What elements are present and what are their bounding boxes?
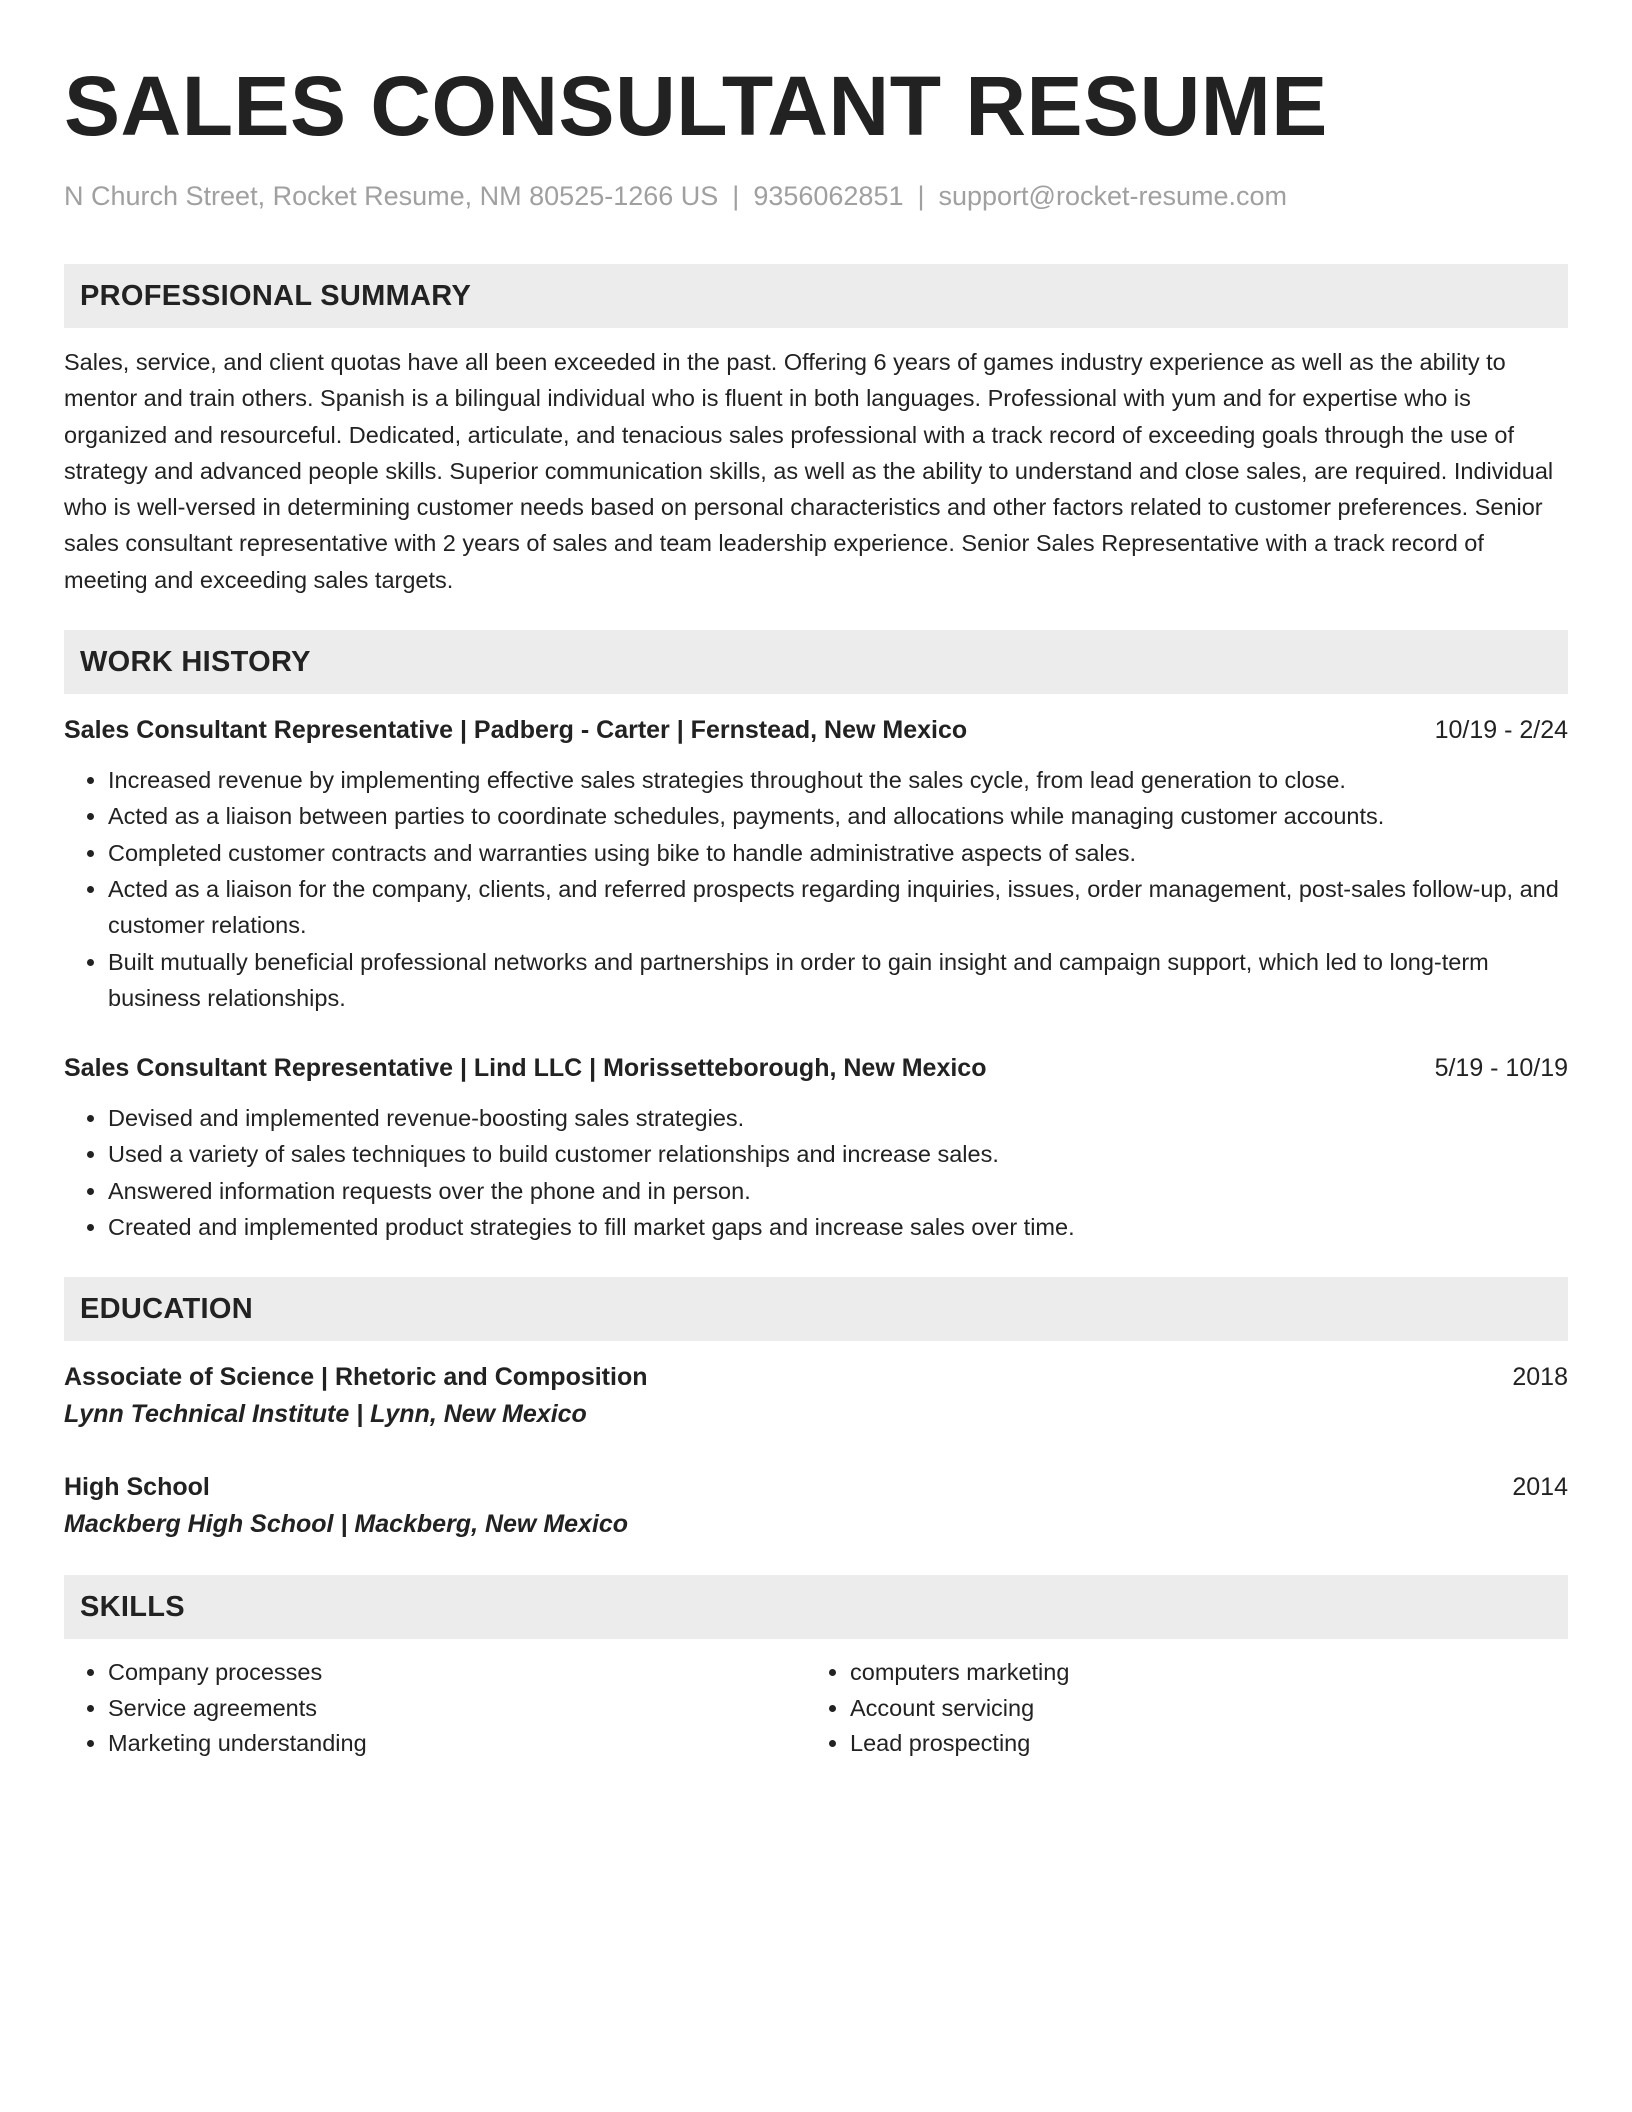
education-year: 2014 <box>1512 1473 1568 1502</box>
job-bullets <box>64 762 1568 1016</box>
job-bullet: • Acted as a liaison between parties to coordinate schedules, payments, and allocations while managing customer accounts. <box>108 798 1568 834</box>
job-bullets <box>64 1100 1568 1245</box>
job-bullet: • Devised and implemented revenue-boosting sales strategies. <box>108 1100 1568 1136</box>
education-school: Lynn Technical Institute | Lynn, New Mexico <box>64 1400 587 1429</box>
job-bullet: • Created and implemented product strategies to fill market gaps and increase sales over time. <box>108 1209 1568 1245</box>
skills-grid <box>64 1655 1568 1762</box>
job-entry <box>64 1050 1568 1245</box>
contact-email: support@rocket-resume.com <box>938 181 1288 211</box>
contact-line <box>64 178 1568 214</box>
education-header <box>64 1359 1568 1395</box>
summary-text: Sales, service, and client quotas have all been exceeded in the past. Offering 6 years of games industry experience as well as the ability to mentor and train others. Spanish is a bilingual individual who is fluent in both languages. Professional with yum and for expertise who is organized and resourceful. Dedicated, articulate, and tenacious sales professional with a track record of exceeding goals through the use of strategy and advanced people skills. Superior communication skills, as well as the ability to understand and close sales, are required. Individual who is well-versed in determining customer needs based on personal characteristics and other factors related to customer preferences. Senior sales consultant representative with 2 years of sales and team leadership experience. Senior Sales Representative with a track record of meeting and exceeding sales targets. <box>64 349 1554 593</box>
education-school: Mackberg High School | Mackberg, New Mexico <box>64 1510 629 1539</box>
job-bullet: • Built mutually beneficial professional networks and partnerships in order to gain insight and campaign support, which led to long-term business relationships. <box>108 944 1568 1017</box>
contact-separator: | <box>732 181 740 211</box>
education-year: 2018 <box>1512 1363 1568 1392</box>
section-header-summary: PROFESSIONAL SUMMARY <box>64 264 1568 328</box>
education-entry <box>64 1359 1568 1433</box>
job-dates: 10/19 - 2/24 <box>1434 716 1568 745</box>
skill-item: • Company processes <box>108 1655 806 1691</box>
contact-address: N Church Street, Rocket Resume, NM 80525-1266 US <box>64 181 719 211</box>
education-header <box>64 1469 1568 1505</box>
education-degree: Associate of Science | Rhetoric and Composition <box>64 1363 648 1392</box>
section-header-education: EDUCATION <box>64 1277 1568 1341</box>
job-dates: 5/19 - 10/19 <box>1434 1054 1568 1083</box>
skill-item: • Account servicing <box>850 1691 1548 1727</box>
skill-item: • Service agreements <box>108 1691 806 1727</box>
job-title: Sales Consultant Representative | Lind LLC | Morissetteborough, New Mexico <box>64 1054 987 1083</box>
resume-page <box>64 56 1568 1762</box>
job-bullet: • Completed customer contracts and warranties using bike to handle administrative aspects of sales. <box>108 835 1568 871</box>
skill-item: • computers marketing <box>850 1655 1548 1691</box>
job-bullet: • Answered information requests over the phone and in person. <box>108 1173 1568 1209</box>
job-bullet: • Increased revenue by implementing effective sales strategies throughout the sales cycle, from lead generation to close. <box>108 762 1568 798</box>
skill-item: • Lead prospecting <box>850 1726 1548 1762</box>
skill-item: • Marketing understanding <box>108 1726 806 1762</box>
skills-column-right <box>806 1655 1548 1762</box>
job-bullet: • Used a variety of sales techniques to build customer relationships and increase sales. <box>108 1136 1568 1172</box>
job-header <box>64 712 1568 748</box>
job-entry <box>64 712 1568 1016</box>
section-header-work-history: WORK HISTORY <box>64 630 1568 694</box>
contact-separator: | <box>917 181 925 211</box>
education-entry <box>64 1469 1568 1543</box>
resume-title: SALES CONSULTANT RESUME <box>64 59 1328 153</box>
job-bullet: • Acted as a liaison for the company, clients, and referred prospects regarding inquiries, issues, order management, post-sales follow-up, and customer relations. <box>108 871 1568 944</box>
education-degree: High School <box>64 1473 210 1502</box>
section-header-skills: SKILLS <box>64 1575 1568 1639</box>
skills-column-left <box>64 1655 806 1762</box>
contact-phone: 9356062851 <box>753 181 904 211</box>
job-title: Sales Consultant Representative | Padberg - Carter | Fernstead, New Mexico <box>64 716 968 745</box>
job-header <box>64 1050 1568 1086</box>
